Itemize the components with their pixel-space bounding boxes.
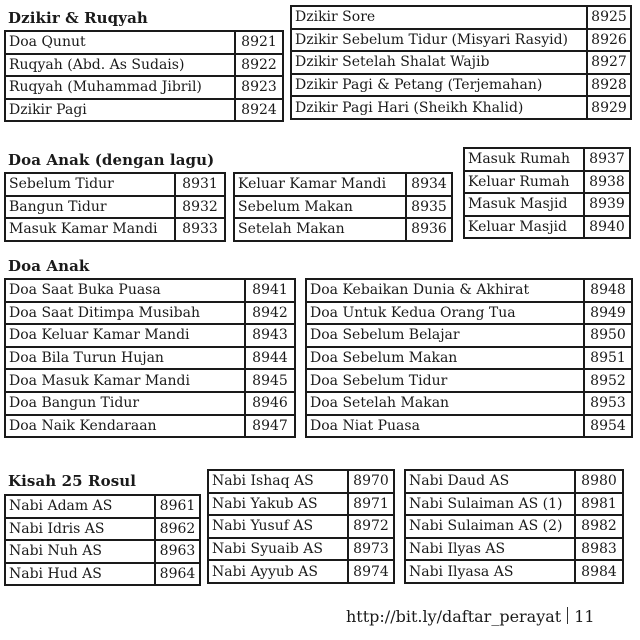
item-name: Nabi Sulaiman AS (2)	[405, 515, 575, 538]
item-code: 8923	[235, 76, 283, 99]
item-code: 8984	[575, 560, 623, 583]
item-code: 8932	[175, 196, 225, 219]
item-name: Keluar Masjid	[464, 216, 584, 239]
item-code: 8924	[235, 99, 283, 122]
item-name: Doa Untuk Kedua Orang Tua	[306, 302, 584, 325]
item-code: 8962	[155, 518, 200, 541]
item-code: 8953	[584, 392, 632, 415]
dzikir-table-2	[290, 5, 632, 120]
item-code: 8933	[175, 218, 225, 241]
item-name: Dzikir Sebelum Tidur (Misyari Rasyid)	[291, 29, 587, 52]
item-code: 8961	[155, 495, 200, 518]
item-code: 8934	[406, 173, 452, 196]
doa-anak-table-1	[4, 278, 296, 438]
item-code: 8951	[584, 347, 632, 370]
item-name: Doa Niat Puasa	[306, 415, 584, 438]
table-row	[5, 173, 225, 196]
table-row	[5, 495, 200, 518]
heading-doa-anak-lagu: Doa Anak (dengan lagu)	[8, 151, 215, 169]
table-row	[5, 54, 283, 77]
doa-anak-lagu-table-3	[463, 147, 631, 239]
item-code: 8925	[587, 6, 631, 29]
table-row	[291, 51, 631, 74]
item-code: 8941	[245, 279, 295, 302]
table-row	[5, 369, 295, 392]
footer-url: http://bit.ly/daftar_perayat	[346, 607, 562, 626]
item-code: 8970	[348, 470, 394, 493]
table-row	[208, 470, 394, 493]
kisah-table-3	[404, 469, 624, 584]
item-code: 8928	[587, 74, 631, 97]
table-row	[5, 518, 200, 541]
table-row	[5, 196, 225, 219]
item-code: 8981	[575, 493, 623, 516]
item-name: Nabi Ishaq AS	[208, 470, 348, 493]
item-code: 8972	[348, 515, 394, 538]
item-name: Nabi Nuh AS	[5, 540, 155, 563]
item-name: Doa Keluar Kamar Mandi	[5, 324, 245, 347]
doa-anak-lagu-table-2	[233, 172, 453, 242]
table-row	[405, 538, 623, 561]
item-name: Dzikir Setelah Shalat Wajib	[291, 51, 587, 74]
table-row	[5, 392, 295, 415]
item-code: 8926	[587, 29, 631, 52]
footer-separator	[567, 607, 568, 624]
item-name: Doa Saat Buka Puasa	[5, 279, 245, 302]
item-name: Nabi Hud AS	[5, 563, 155, 586]
kisah-table-2	[207, 469, 395, 584]
item-code: 8947	[245, 415, 295, 438]
item-code: 8936	[406, 218, 452, 241]
table-row	[306, 369, 632, 392]
table-row	[5, 563, 200, 586]
heading-doa-anak: Doa Anak	[8, 257, 90, 275]
item-name: Ruqyah (Abd. As Sudais)	[5, 54, 235, 77]
table-row	[5, 279, 295, 302]
item-code: 8939	[584, 193, 630, 216]
item-name: Setelah Makan	[234, 218, 406, 241]
item-code: 8971	[348, 493, 394, 516]
item-name: Nabi Idris AS	[5, 518, 155, 541]
item-code: 8935	[406, 196, 452, 219]
heading-kisah-25-rosul: Kisah 25 Rosul	[8, 472, 137, 490]
table-row	[306, 347, 632, 370]
item-name: Sebelum Makan	[234, 196, 406, 219]
item-code: 8973	[348, 538, 394, 561]
table-row	[5, 218, 225, 241]
table-row	[306, 392, 632, 415]
item-name: Doa Setelah Makan	[306, 392, 584, 415]
table-row	[405, 515, 623, 538]
item-code: 8964	[155, 563, 200, 586]
table-row	[5, 31, 283, 54]
item-name: Masuk Rumah	[464, 148, 584, 171]
item-name: Doa Sebelum Makan	[306, 347, 584, 370]
item-code: 8922	[235, 54, 283, 77]
item-name: Nabi Ilyas AS	[405, 538, 575, 561]
item-code: 8921	[235, 31, 283, 54]
item-code: 8929	[587, 96, 631, 119]
item-name: Dzikir Sore	[291, 6, 587, 29]
item-name: Doa Qunut	[5, 31, 235, 54]
table-row	[5, 76, 283, 99]
item-name: Doa Bangun Tidur	[5, 392, 245, 415]
page-number: 11	[574, 607, 595, 626]
table-row	[234, 173, 452, 196]
item-name: Nabi Ayyub AS	[208, 560, 348, 583]
item-code: 8949	[584, 302, 632, 325]
table-row	[5, 324, 295, 347]
item-name: Masuk Kamar Mandi	[5, 218, 175, 241]
table-row	[208, 560, 394, 583]
table-row	[306, 324, 632, 347]
item-name: Doa Saat Ditimpa Musibah	[5, 302, 245, 325]
table-row	[464, 171, 630, 194]
table-row	[208, 493, 394, 516]
item-code: 8963	[155, 540, 200, 563]
item-name: Masuk Masjid	[464, 193, 584, 216]
table-row	[291, 96, 631, 119]
item-code: 8952	[584, 369, 632, 392]
table-row	[208, 538, 394, 561]
item-code: 8983	[575, 538, 623, 561]
item-name: Nabi Yusuf AS	[208, 515, 348, 538]
item-name: Doa Kebaikan Dunia & Akhirat	[306, 279, 584, 302]
item-code: 8931	[175, 173, 225, 196]
item-code: 8942	[245, 302, 295, 325]
table-row	[291, 74, 631, 97]
table-row	[464, 148, 630, 171]
item-name: Sebelum Tidur	[5, 173, 175, 196]
table-row	[464, 216, 630, 239]
table-row	[234, 196, 452, 219]
item-code: 8937	[584, 148, 630, 171]
item-name: Ruqyah (Muhammad Jibril)	[5, 76, 235, 99]
table-row	[291, 29, 631, 52]
item-name: Nabi Adam AS	[5, 495, 155, 518]
item-code: 8980	[575, 470, 623, 493]
item-name: Doa Masuk Kamar Mandi	[5, 369, 245, 392]
doa-anak-table-2	[305, 278, 633, 438]
item-code: 8954	[584, 415, 632, 438]
item-code: 8974	[348, 560, 394, 583]
table-row	[234, 218, 452, 241]
table-row	[464, 193, 630, 216]
item-code: 8938	[584, 171, 630, 194]
table-row	[5, 347, 295, 370]
table-row	[208, 515, 394, 538]
item-code: 8940	[584, 216, 630, 239]
item-code: 8945	[245, 369, 295, 392]
item-name: Nabi Daud AS	[405, 470, 575, 493]
table-row	[5, 99, 283, 122]
item-name: Keluar Kamar Mandi	[234, 173, 406, 196]
item-name: Nabi Ilyasa AS	[405, 560, 575, 583]
item-code: 8946	[245, 392, 295, 415]
item-name: Dzikir Pagi & Petang (Terjemahan)	[291, 74, 587, 97]
item-name: Doa Sebelum Belajar	[306, 324, 584, 347]
heading-dzikir-ruqyah: Dzikir & Ruqyah	[8, 9, 148, 27]
table-row	[291, 6, 631, 29]
dzikir-table-1	[4, 30, 284, 122]
item-code: 8943	[245, 324, 295, 347]
table-row	[405, 560, 623, 583]
table-row	[405, 493, 623, 516]
kisah-table-1	[4, 494, 201, 586]
item-name: Nabi Syuaib AS	[208, 538, 348, 561]
item-code: 8948	[584, 279, 632, 302]
item-name: Doa Naik Kendaraan	[5, 415, 245, 438]
table-row	[306, 415, 632, 438]
table-row	[5, 302, 295, 325]
table-row	[306, 302, 632, 325]
item-name: Doa Bila Turun Hujan	[5, 347, 245, 370]
table-row	[405, 470, 623, 493]
item-code: 8927	[587, 51, 631, 74]
table-row	[5, 540, 200, 563]
item-name: Doa Sebelum Tidur	[306, 369, 584, 392]
item-name: Nabi Sulaiman AS (1)	[405, 493, 575, 516]
table-row	[306, 279, 632, 302]
item-name: Dzikir Pagi	[5, 99, 235, 122]
item-name: Dzikir Pagi Hari (Sheikh Khalid)	[291, 96, 587, 119]
table-row	[5, 415, 295, 438]
item-code: 8982	[575, 515, 623, 538]
doa-anak-lagu-table-1	[4, 172, 226, 242]
item-name: Keluar Rumah	[464, 171, 584, 194]
item-code: 8944	[245, 347, 295, 370]
item-code: 8950	[584, 324, 632, 347]
item-name: Nabi Yakub AS	[208, 493, 348, 516]
footer	[346, 606, 595, 628]
item-name: Bangun Tidur	[5, 196, 175, 219]
